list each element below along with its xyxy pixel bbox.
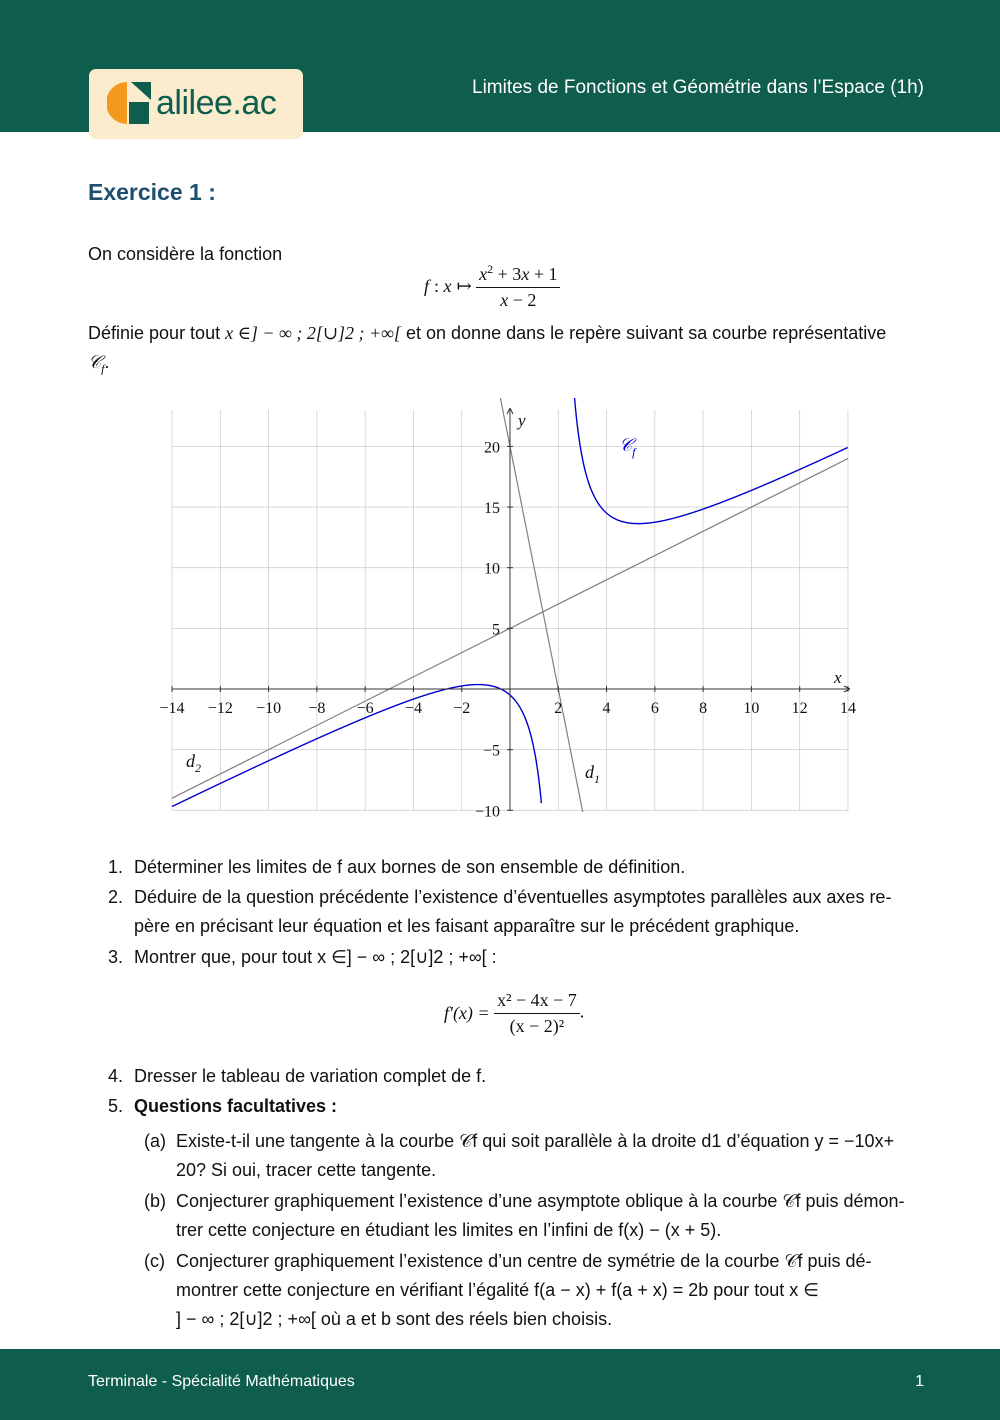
x-axis-label: x	[833, 668, 842, 687]
definition-paragraph: Définie pour tout x ∈] − ∞ ; 2[∪]2 ; +∞[ et on donne dans le repère suivant sa courbe représentative 𝒞$_f$.	[88, 323, 887, 376]
question-5-text: Questions facultatives :	[134, 1096, 338, 1116]
x-tick-label: 10	[743, 700, 760, 717]
x-tick-label: 12	[791, 700, 808, 717]
subquestion-c: (c) Conjecturer graphiquement l’existence d’un centre de symétrie de la courbe 𝒞f puis dé- montrer cette conjecture en vérifiant l’égalité f(a − x) + f(a + x) = 2b pour tout x ∈ ] − ∞ ; 2[∪]2 ; +∞[ où a et b sont des réels bien choisis.	[144, 1251, 872, 1329]
x-tick-label: −14	[159, 700, 185, 717]
y-tick-label: 20	[484, 439, 500, 457]
curve-cf-right-branch	[572, 390, 848, 524]
logo[interactable]	[89, 69, 303, 139]
x-tick-label: −8	[308, 700, 326, 717]
x-tick-label: −12	[207, 700, 233, 717]
subquestion-a: (a) Existe-t-il une tangente à la courbe 𝒞f qui soit parallèle à la droite d1 d’équation y = −10x+ 20? Si oui, tracer cette tangente.	[144, 1131, 895, 1180]
x-tick-label: 6	[650, 700, 659, 717]
line-d2-label: $d_2$	[186, 751, 201, 775]
y-tick-label: −10	[474, 803, 500, 821]
curve-cf-label: 𝒞$_f$	[619, 435, 636, 459]
definition-domain: x ∈] − ∞ ; 2[∪]2 ; +∞[	[225, 323, 401, 343]
y-axis-label: y	[518, 411, 526, 431]
x-tick-label: −10	[256, 700, 282, 717]
galilee-logo-icon	[107, 80, 155, 126]
footer-bar	[0, 1349, 1000, 1420]
definition-suffix: et on donne dans le repère suivant sa courbe représentative	[406, 323, 887, 343]
question-3-text: Montrer que, pour tout x ∈] − ∞ ; 2[∪]2 ; +∞[ :	[134, 947, 497, 967]
question-2: 2. Déduire de la question précédente l’existence d’éventuelles asymptotes parallèles aux axes re- père en précisant leur équation et les faisant apparaître sur le précédent graphique.	[88, 883, 928, 943]
x-tick-label: −6	[356, 700, 374, 717]
function-plot	[150, 390, 870, 830]
x-tick-label: 14	[839, 700, 856, 717]
question-4-text: Dresser le tableau de variation complet de f.	[134, 1066, 487, 1086]
x-tick-label: 4	[602, 700, 611, 717]
function-formula: f : x ↦ $\frac{x^2 + 3x + 1}{x - 2}$	[424, 262, 560, 312]
exercise-title: Exercice 1 :	[88, 179, 216, 205]
subquestion-b: (b) Conjecturer graphiquement l’existence d’une asymptote oblique à la courbe 𝒞f puis démon- trer cette conjecture en étudiant les limites en l’infini de f(x) − (x + 5).	[144, 1191, 905, 1240]
curve-name: 𝒞$_f$	[88, 352, 105, 376]
question-1-text: Déterminer les limites de f aux bornes de son ensemble de définition.	[134, 857, 686, 877]
derivative-denominator: (x − 2)²	[509, 1016, 565, 1036]
x-tick-label: 8	[699, 700, 708, 717]
x-tick-label: 2	[554, 700, 563, 717]
page-number: 1	[915, 1373, 924, 1390]
intro-text: On considère la fonction	[88, 244, 283, 264]
x-tick-label: −4	[404, 700, 422, 717]
y-tick-label: 5	[492, 621, 500, 639]
x-tick-label: −2	[453, 700, 471, 717]
derivative-lhs: f′(x) =	[444, 1003, 490, 1023]
header-bar	[0, 0, 1000, 132]
logo-text: alilee.ac	[156, 84, 277, 122]
document-title: Limites de Fonctions et Géométrie dans l’Espace (1h)	[472, 77, 924, 98]
footer-course: Terminale - Spécialité Mathématiques	[88, 1373, 355, 1390]
line-d1-label: $d_1$	[585, 762, 600, 786]
y-tick-label: 15	[484, 500, 500, 518]
y-tick-label: −5	[482, 742, 500, 760]
question-2-text: Déduire de la question précédente l’existence d’éventuelles asymptotes parallèles aux axes re- père en précisant leur équation et les faisant apparaître sur le précédent graphique.	[134, 887, 892, 936]
derivative-numerator: x² − 4x − 7	[494, 990, 580, 1014]
derivative-formula: f′(x) = $\frac{\text{x² − 4x − 7}}{\text{(x − 2)²}}$ .	[444, 990, 585, 1036]
y-tick-label: 10	[484, 560, 500, 578]
definition-prefix: Définie pour tout	[88, 323, 221, 343]
